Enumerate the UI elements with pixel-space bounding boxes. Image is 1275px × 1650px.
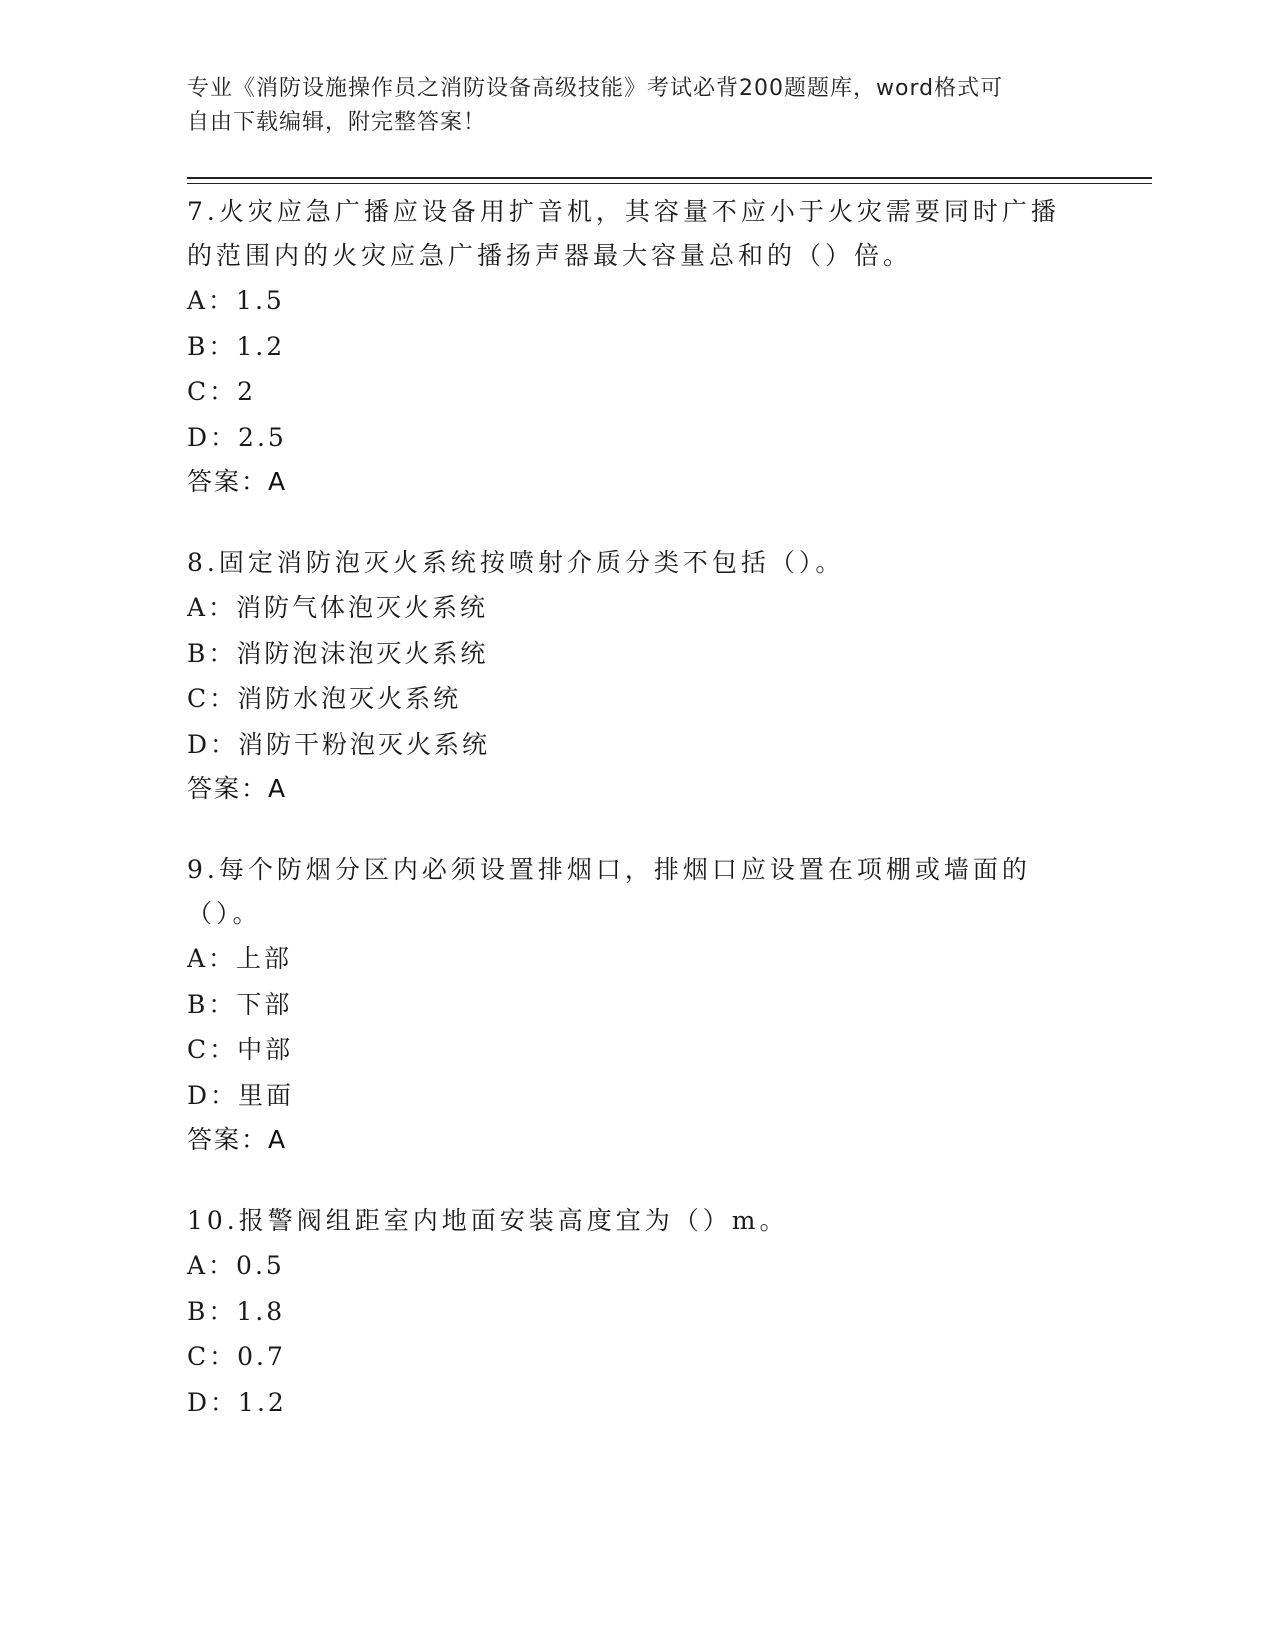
option-a: A：0.5: [187, 1251, 285, 1280]
option-b: B：消防泡沫泡灭火系统: [187, 638, 489, 668]
option-c: C：消防水泡灭火系统: [187, 684, 462, 713]
question-7: [187, 190, 1067, 504]
option-a: A：消防气体泡灭火系统: [187, 593, 489, 622]
answer-line: 答案：A: [187, 1125, 288, 1154]
question-stem: 9.每个防烟分区内必须设置排烟口，排烟口应设置在项棚或墙面的（）。: [187, 855, 1031, 928]
option-a: A：1.5: [187, 286, 285, 315]
answer-line: 答案：A: [187, 774, 288, 803]
question-stem: 7.火灾应急广播应设备用扩音机，其容量不应小于火灾需要同时广播的范围内的火灾应急广播扬声器最大容量总和的（）倍。: [187, 197, 1060, 270]
question-10: [187, 1199, 1067, 1425]
option-d: D：里面: [187, 1080, 295, 1110]
option-c: C：0.7: [187, 1342, 286, 1371]
document-header: [187, 72, 1067, 140]
header-line-2: 自由下载编辑，附完整答案！: [187, 110, 487, 135]
question-stem: 10.报警阀组距室内地面安装高度宜为（）m。: [187, 1206, 789, 1235]
option-a: A：上部: [187, 944, 293, 973]
option-d: D：2.5: [187, 422, 287, 452]
option-c: C：中部: [187, 1035, 294, 1064]
header-divider-thick: [187, 177, 1152, 179]
option-d: D：消防干粉泡灭火系统: [187, 729, 491, 759]
option-c: C：2: [187, 377, 257, 406]
question-8: [187, 541, 1067, 811]
option-b: B：1.2: [187, 331, 286, 361]
option-b: B：1.8: [187, 1296, 286, 1326]
option-d: D：1.2: [187, 1387, 287, 1417]
answer-line: 答案：A: [187, 467, 288, 496]
question-list: [187, 188, 1067, 1461]
option-b: B：下部: [187, 989, 293, 1019]
header-divider-thin: [187, 183, 1152, 184]
question-9: [187, 848, 1067, 1162]
question-stem: 8.固定消防泡灭火系统按喷射介质分类不包括（）。: [187, 548, 845, 577]
header-line-1: 专业《消防设施操作员之消防设备高级技能》考试必背200题题库，word格式可: [187, 76, 1004, 101]
